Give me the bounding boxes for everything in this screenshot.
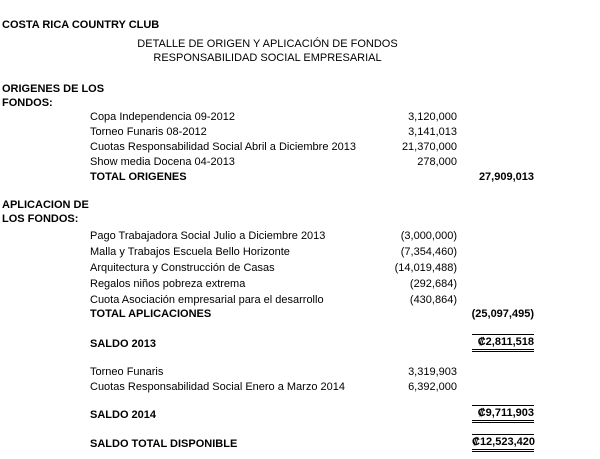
total-aplicaciones-label: TOTAL APLICACIONES (90, 308, 212, 320)
origen-item-amount: 3,120,000 (408, 111, 457, 123)
saldo-2014-label: SALDO 2014 (90, 409, 157, 421)
saldo-2013-amount: ₡2,811,518 (472, 334, 534, 352)
report-title-line2: RESPONSABILIDAD SOCIAL EMPRESARIAL (153, 52, 382, 64)
origen-item-label: Copa Independencia 09-2012 (90, 111, 235, 123)
aplicacion-item-label: Cuota Asociación empresarial para el desarrollo (90, 294, 324, 306)
aplicacion-item-label: Pago Trabajadora Social Julio a Diciembre 2013 (90, 230, 326, 242)
aplicacion-item-amount: (292,684) (409, 278, 457, 290)
aplicacion-heading-cont: LOS FONDOS: (2, 213, 79, 225)
origen-item-label: Cuotas Responsabilidad Social Abril a Diciembre 2013 (90, 141, 356, 153)
total-origenes-label: TOTAL ORIGENES (90, 171, 187, 183)
origenes-heading: ORIGENES DE LOS (2, 83, 105, 95)
ingreso-2014-amount: 6,392,000 (408, 381, 457, 393)
report-title-line1: DETALLE DE ORIGEN Y APLICACIÓN DE FONDOS (137, 38, 398, 50)
aplicacion-item-label: Malla y Trabajos Escuela Bello Horizonte (90, 246, 290, 258)
aplicacion-item-amount: (14,019,488) (394, 262, 457, 274)
aplicacion-item-amount: (430,864) (409, 294, 457, 306)
saldo-2014-amount: ₡9,711,903 (472, 405, 534, 423)
aplicacion-heading: APLICACION DE (2, 199, 89, 211)
origen-item-amount: 3,141,013 (408, 126, 457, 138)
aplicacion-item-amount: (7,354,460) (400, 246, 457, 258)
origenes-heading-cont: FONDOS: (2, 97, 53, 109)
ingreso-2014-amount: 3,319,903 (408, 366, 457, 378)
saldo-total-amount: ₡12,523,420 (472, 434, 534, 452)
origen-item-amount: 21,370,000 (401, 141, 457, 153)
aplicacion-item-amount: (3,000,000) (400, 230, 457, 242)
ingreso-2014-label: Torneo Funaris (90, 366, 164, 378)
saldo-2013-label: SALDO 2013 (90, 338, 157, 350)
total-origenes-amount: 27,909,013 (478, 171, 534, 183)
origen-item-amount: 278,000 (417, 156, 457, 168)
saldo-total-label: SALDO TOTAL DISPONIBLE (90, 438, 238, 450)
club-name: COSTA RICA COUNTRY CLUB (2, 19, 160, 31)
aplicacion-item-label: Regalos niños pobreza extrema (90, 278, 246, 290)
origen-item-label: Torneo Funaris 08-2012 (90, 126, 207, 138)
origen-item-label: Show media Docena 04-2013 (90, 156, 235, 168)
aplicacion-item-label: Arquitectura y Construcción de Casas (90, 262, 275, 274)
total-aplicaciones-amount: (25,097,495) (471, 308, 534, 320)
ingreso-2014-label: Cuotas Responsabilidad Social Enero a Marzo 2014 (90, 381, 345, 393)
